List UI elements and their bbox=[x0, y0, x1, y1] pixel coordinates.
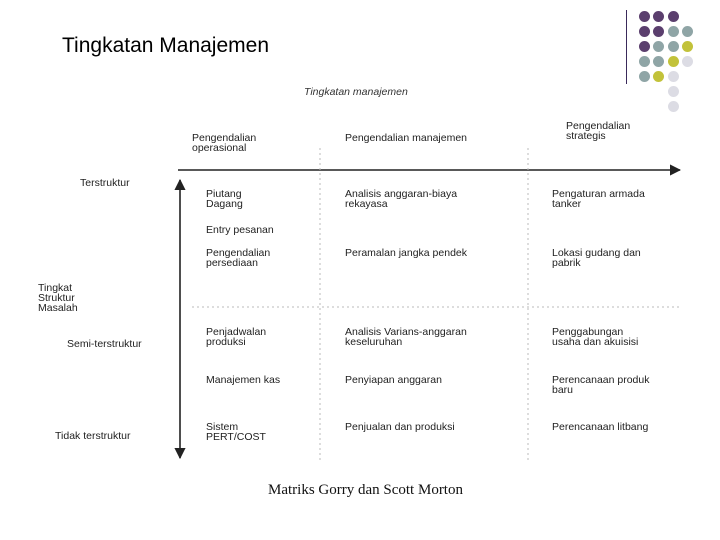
cell-item: Penjadwalan produksi bbox=[206, 326, 267, 348]
axis-top-label: Tingkatan manajemen bbox=[304, 86, 408, 98]
cell-item: Analisis Varians-anggaran keseluruhan bbox=[345, 326, 467, 348]
row-label-unstructured: Tidak terstruktur bbox=[55, 430, 131, 442]
cell-item: Pengaturan armada tanker bbox=[552, 188, 645, 210]
cell-item: Penjualan dan produksi bbox=[345, 421, 455, 433]
cell-item: Lokasi gudang dan pabrik bbox=[552, 247, 641, 269]
matrix-caption: Matriks Gorry dan Scott Morton bbox=[268, 482, 463, 498]
column-header-strategic: Pengendalian strategis bbox=[566, 120, 631, 142]
cell-item: Sistem PERT/COST bbox=[206, 421, 266, 443]
row-label-semi-structured: Semi-terstruktur bbox=[67, 338, 142, 350]
cell-item: Penggabungan usaha dan akuisisi bbox=[552, 326, 639, 348]
slide-title: Tingkatan Manajemen bbox=[62, 34, 270, 57]
cell-item: Analisis anggaran-biaya rekayasa bbox=[345, 188, 458, 210]
cell-item: Perencanaan produk baru bbox=[552, 374, 650, 396]
cell-item: Entry pesanan bbox=[206, 224, 274, 236]
column-header-management: Pengendalian manajemen bbox=[345, 132, 468, 144]
cell-item: Pengendalian persediaan bbox=[206, 247, 271, 269]
cell-item: Penyiapan anggaran bbox=[345, 374, 442, 386]
axis-left-label: Tingkat Struktur Masalah bbox=[38, 282, 78, 314]
cell-item: Peramalan jangka pendek bbox=[345, 247, 468, 259]
column-header-operational: Pengendalian operasional bbox=[192, 132, 257, 154]
cell-item: Piutang Dagang bbox=[206, 188, 243, 210]
cell-item: Perencanaan litbang bbox=[552, 421, 649, 433]
cell-item: Manajemen kas bbox=[206, 374, 281, 386]
row-label-structured: Terstruktur bbox=[80, 177, 130, 189]
